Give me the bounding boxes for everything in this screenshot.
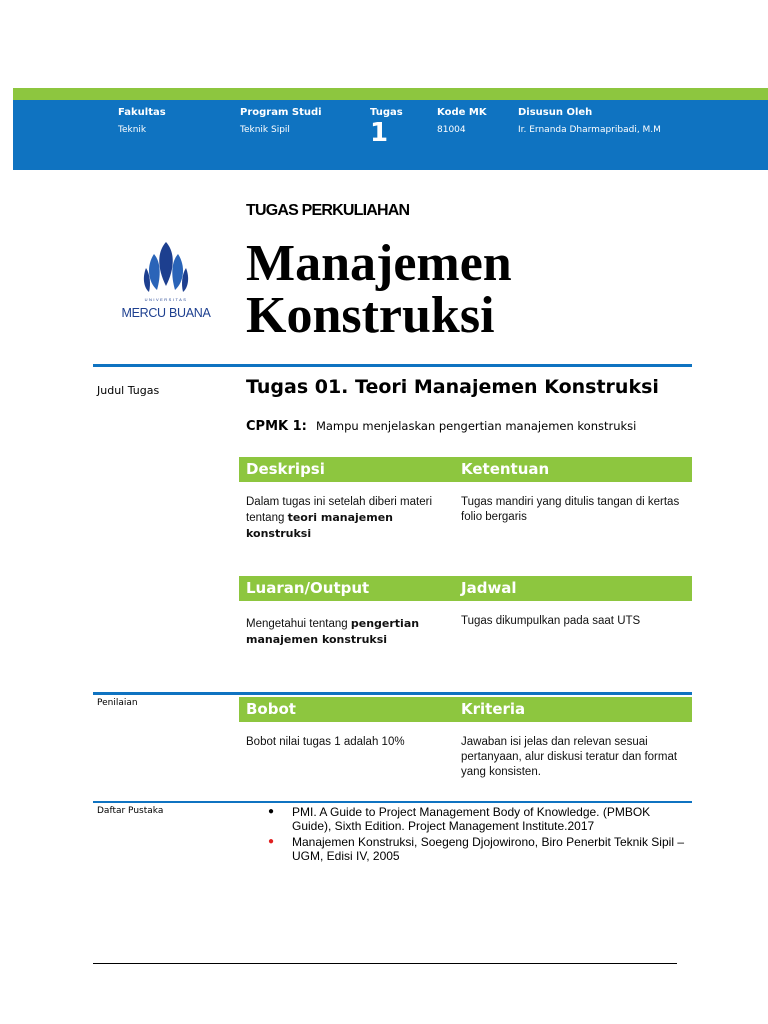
bobot-text: Bobot nilai tugas 1 adalah 10% <box>246 736 405 748</box>
disusun-value: Ir. Ernanda Dharmapribadi, M.M <box>518 125 661 135</box>
bobot-kriteria-header <box>239 697 692 722</box>
penilaian-label: Penilaian <box>97 698 138 708</box>
divider-judul <box>93 364 692 367</box>
disusun-label: Disusun Oleh <box>518 107 593 118</box>
list-item <box>262 805 692 833</box>
ketentuan-text: Tugas mandiri yang ditulis tangan di kertas folio bergaris <box>461 496 680 523</box>
luaran-bold: pengertian manajemen konstruksi <box>246 617 420 646</box>
luaran-text <box>246 616 446 648</box>
jadwal-text: Tugas dikumpulkan pada saat UTS <box>461 615 641 627</box>
document-title <box>246 235 512 344</box>
deskripsi-text <box>246 495 446 542</box>
footer-rule <box>93 963 677 964</box>
luaran-jadwal-header <box>239 576 692 601</box>
jadwal-heading: Jadwal <box>461 579 517 597</box>
deskripsi-bold: teori manajemen konstruksi <box>246 511 394 540</box>
kode-label: Kode MK <box>437 107 487 118</box>
kode-value: 81004 <box>437 125 466 135</box>
bullet-icon: ● <box>268 806 275 817</box>
fakultas-column <box>118 107 166 135</box>
deskripsi-plain: Dalam tugas ini setelah diberi materi tentang <box>246 496 433 524</box>
kriteria-heading: Kriteria <box>461 700 526 718</box>
cpmk-label: CPMK 1: <box>246 419 307 434</box>
bullet-icon: ● <box>268 836 275 847</box>
kriteria-text: Jawaban isi jelas dan relevan sesuai pertanyaan, alur diskusi teratur dan format yang konsisten. <box>461 736 678 778</box>
logo-universitas-text: UNIVERSITAS <box>144 297 188 302</box>
deskripsi-heading: Deskripsi <box>246 460 325 478</box>
tugas-column <box>370 107 403 146</box>
title-line-2: Konstruksi <box>246 287 495 344</box>
prodi-label: Program Studi <box>240 107 322 118</box>
disusun-column <box>518 107 661 135</box>
reference-text: Manajemen Konstruksi, Soegeng Djojowirono, Biro Penerbit Teknik Sipil – UGM, Edisi IV, 2005 <box>292 835 684 863</box>
prodi-column <box>240 107 322 135</box>
ketentuan-heading: Ketentuan <box>461 460 550 478</box>
divider-penilaian <box>93 692 692 695</box>
task-title: Tugas 01. Teori Manajemen Konstruksi <box>246 376 659 398</box>
header-top-strip <box>13 88 768 100</box>
document-kicker: TUGAS PERKULIAHAN <box>246 202 410 219</box>
fakultas-value: Teknik <box>118 125 147 135</box>
reference-text: PMI. A Guide to Project Management Body of Knowledge. (PMBOK Guide), Sixth Edition. Project Management Institute.2017 <box>292 805 651 833</box>
judul-tugas-label: Judul Tugas <box>97 384 160 397</box>
prodi-value: Teknik Sipil <box>240 125 290 135</box>
fakultas-label: Fakultas <box>118 107 166 118</box>
course-header-band <box>13 100 768 170</box>
title-line-1: Manajemen <box>246 235 512 292</box>
luaran-plain: Mengetahui tentang <box>246 618 348 630</box>
university-emblem-icon <box>113 238 219 298</box>
cpmk-text: Mampu menjelaskan pengertian manajemen konstruksi <box>315 419 637 433</box>
tugas-label: Tugas <box>370 107 403 118</box>
cpmk-statement <box>246 415 636 434</box>
deskripsi-ketentuan-header <box>239 457 692 482</box>
divider-pustaka <box>93 801 692 803</box>
logo-university-name: MERCU BUANA <box>121 306 211 320</box>
university-logo <box>113 238 219 322</box>
list-item <box>262 835 692 863</box>
tugas-number: 1 <box>370 118 389 148</box>
kode-column <box>437 107 487 135</box>
reference-list <box>262 805 692 865</box>
luaran-heading: Luaran/Output <box>246 579 370 597</box>
bobot-heading: Bobot <box>246 700 296 718</box>
daftar-pustaka-label: Daftar Pustaka <box>97 806 164 816</box>
